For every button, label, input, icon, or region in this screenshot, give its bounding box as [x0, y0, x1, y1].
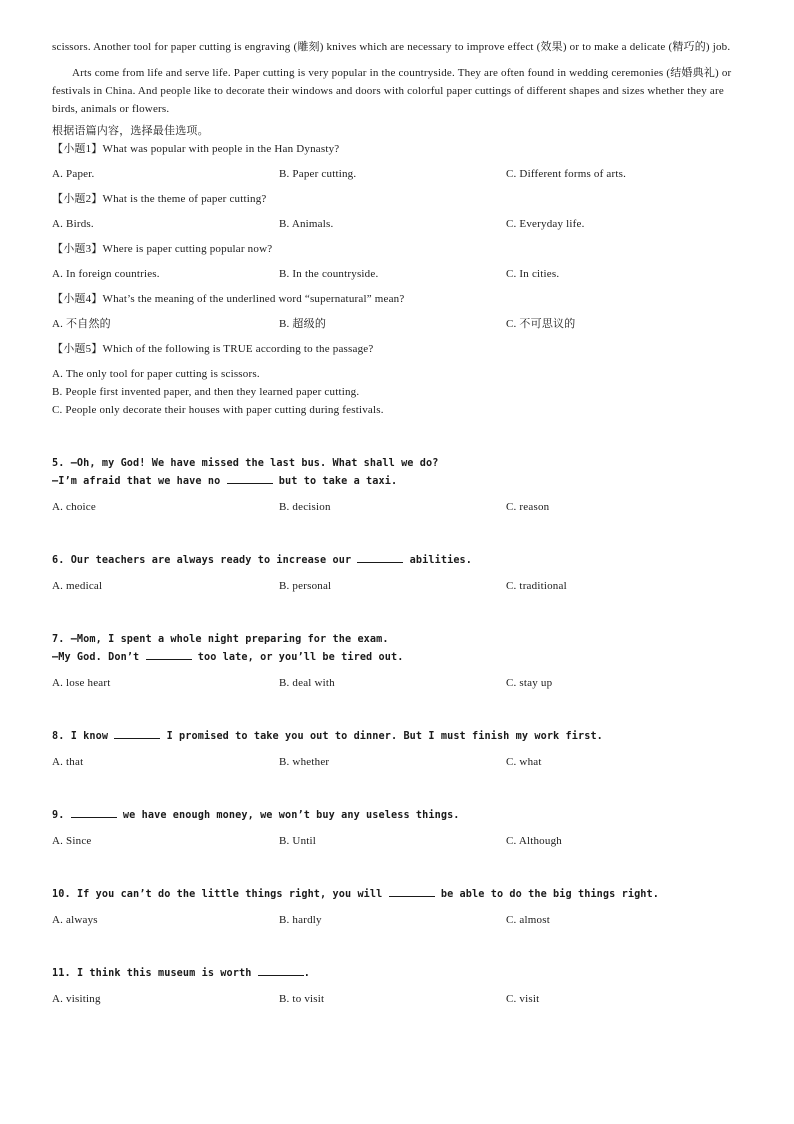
- option-b[interactable]: B. whether: [279, 756, 330, 768]
- sub-question-text: Where is paper cutting popular now?: [102, 243, 273, 255]
- sub-question-text: What is the theme of paper cutting?: [102, 193, 267, 205]
- sub-question-label: 【小题4】: [52, 293, 103, 305]
- question-text: I think this museum is worth: [76, 968, 258, 979]
- option-b[interactable]: B. to visit: [279, 993, 325, 1005]
- answer-blank[interactable]: [258, 965, 304, 976]
- answer-blank[interactable]: [71, 807, 117, 818]
- option-b[interactable]: B. Paper cutting.: [279, 168, 357, 180]
- question-11-options: [52, 990, 742, 1008]
- question-text: I promised to take you out to dinner. But I must finish my work first.: [160, 731, 603, 742]
- option-a[interactable]: A. always: [52, 914, 98, 926]
- sub-question-1-options: [52, 165, 742, 183]
- option-c[interactable]: C. almost: [506, 914, 550, 926]
- question-text: —I’m afraid that we have no: [52, 476, 227, 487]
- answer-blank[interactable]: [357, 552, 403, 563]
- option-a[interactable]: A. Birds.: [52, 218, 94, 230]
- question-5: [52, 455, 742, 473]
- sub-question-5: [52, 340, 742, 358]
- question-text: Our teachers are always ready to increase our: [70, 555, 358, 566]
- sub-question-2: [52, 190, 742, 208]
- option-a[interactable]: A. Since: [52, 835, 92, 847]
- sub-question-3-options: [52, 265, 742, 283]
- question-6: [52, 552, 742, 570]
- option-a[interactable]: A. Paper.: [52, 168, 95, 180]
- exam-page: [52, 38, 742, 1008]
- option-c[interactable]: C. People only decorate their houses with paper cutting during festivals.: [52, 404, 384, 416]
- sub-question-text: What was popular with people in the Han Dynasty?: [102, 143, 340, 155]
- option-c[interactable]: C. Everyday life.: [506, 218, 585, 230]
- option-b[interactable]: B. Until: [279, 835, 317, 847]
- option-a[interactable]: A. that: [52, 756, 84, 768]
- answer-blank[interactable]: [114, 728, 160, 739]
- question-8-options: [52, 753, 742, 771]
- option-c[interactable]: C. reason: [506, 501, 550, 513]
- option-b[interactable]: B. personal: [279, 580, 332, 592]
- question-text: —My God. Don’t: [52, 652, 146, 663]
- question-text: but to take a taxi.: [272, 476, 398, 487]
- question-number: 11.: [52, 968, 71, 979]
- sub-question-4: [52, 290, 742, 308]
- sub-question-label: 【小题1】: [52, 143, 103, 155]
- option-c[interactable]: C. Although: [506, 835, 562, 847]
- instruction: 根据语篇内容，选择最佳选项。: [52, 125, 209, 137]
- option-a[interactable]: A. The only tool for paper cutting is scissors.: [52, 368, 260, 380]
- option-b[interactable]: B. deal with: [279, 677, 335, 689]
- option-a[interactable]: A. 不自然的: [52, 318, 111, 330]
- question-text: abilities.: [403, 555, 473, 566]
- question-9-options: [52, 832, 742, 850]
- question-6-options: [52, 577, 742, 595]
- option-a[interactable]: A. In foreign countries.: [52, 268, 160, 280]
- question-5-line-2: [52, 473, 742, 491]
- question-9: [52, 807, 742, 825]
- passage-paragraph-2: Arts come from life and serve life. Paper cutting is very popular in the countryside. They are often found in wedding ceremonies (结婚典礼) or festivals in China. And people like to decorate their windows and doors with colorful paper cuttings of different shapes and sizes whether they are birds, animals or flowers.: [52, 67, 732, 115]
- option-a[interactable]: A. choice: [52, 501, 96, 513]
- question-5-options: [52, 498, 742, 516]
- question-text: .: [303, 968, 310, 979]
- question-8: [52, 728, 742, 746]
- question-number: 7.: [52, 634, 65, 645]
- sub-question-1: [52, 140, 742, 158]
- sub-question-4-options: [52, 315, 742, 333]
- option-b[interactable]: B. People first invented paper, and then they learned paper cutting.: [52, 386, 360, 398]
- question-10: [52, 886, 742, 904]
- question-7: [52, 631, 742, 649]
- sub-question-3: [52, 240, 742, 258]
- question-text: be able to do the big things right.: [434, 889, 660, 900]
- question-number: 6.: [52, 555, 65, 566]
- option-b[interactable]: B. Animals.: [279, 218, 334, 230]
- option-c[interactable]: C. what: [506, 756, 542, 768]
- option-b[interactable]: B. decision: [279, 501, 331, 513]
- sub-question-text: Which of the following is TRUE according to the passage?: [102, 343, 374, 355]
- question-11: [52, 965, 742, 983]
- option-c[interactable]: C. In cities.: [506, 268, 560, 280]
- question-10-options: [52, 911, 742, 929]
- option-a[interactable]: A. visiting: [52, 993, 101, 1005]
- question-text: —Oh, my God! We have missed the last bus. What shall we do?: [70, 458, 439, 469]
- sub-question-label: 【小题2】: [52, 193, 103, 205]
- question-text: If you can’t do the little things right, you will: [76, 889, 389, 900]
- sub-question-2-options: [52, 215, 742, 233]
- option-b[interactable]: B. 超级的: [279, 318, 327, 330]
- option-c[interactable]: C. visit: [506, 993, 540, 1005]
- answer-blank[interactable]: [227, 473, 273, 484]
- sub-question-label: 【小题5】: [52, 343, 103, 355]
- passage-paragraph-1: scissors. Another tool for paper cutting is engraving (雕刻) knives which are necessary to improve effect (效果) or to make a delicate (精巧的) job.: [52, 41, 731, 53]
- answer-blank[interactable]: [389, 886, 435, 897]
- option-b[interactable]: B. hardly: [279, 914, 322, 926]
- option-c[interactable]: C. traditional: [506, 580, 567, 592]
- question-number: 10.: [52, 889, 71, 900]
- question-7-options: [52, 674, 742, 692]
- question-text: —Mom, I spent a whole night preparing for the exam.: [70, 634, 389, 645]
- option-a[interactable]: A. medical: [52, 580, 103, 592]
- option-b[interactable]: B. In the countryside.: [279, 268, 379, 280]
- sub-question-label: 【小题3】: [52, 243, 103, 255]
- option-c[interactable]: C. stay up: [506, 677, 553, 689]
- option-c[interactable]: C. 不可思议的: [506, 318, 576, 330]
- question-number: 8.: [52, 731, 65, 742]
- question-text: too late, or you’ll be tired out.: [191, 652, 404, 663]
- answer-blank[interactable]: [146, 649, 192, 660]
- question-number: 5.: [52, 458, 65, 469]
- question-number: 9.: [52, 810, 65, 821]
- sub-question-text: What’s the meaning of the underlined word “supernatural” mean?: [102, 293, 405, 305]
- option-a[interactable]: A. lose heart: [52, 677, 111, 689]
- question-text: I know: [70, 731, 115, 742]
- question-text: we have enough money, we won’t buy any useless things.: [116, 810, 460, 821]
- question-7-line-2: [52, 649, 742, 667]
- option-c[interactable]: C. Different forms of arts.: [506, 168, 627, 180]
